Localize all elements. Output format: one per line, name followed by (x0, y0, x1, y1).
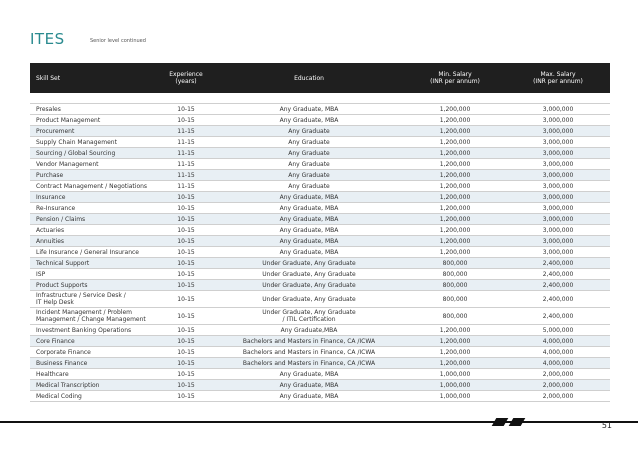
education-cell: Any Graduate, MBA (214, 380, 404, 391)
skill-cell: Re-Insurance (30, 203, 158, 214)
table-row (30, 358, 610, 369)
education-cell: Any Graduate, MBA (214, 225, 404, 236)
min-salary-cell: 1,200,000 (404, 214, 506, 225)
table-row (30, 126, 610, 137)
experience-cell: 10-15 (158, 225, 214, 236)
footer-slash-decoration (492, 418, 509, 426)
skill-cell: Medical Coding (30, 391, 158, 402)
col-header-min-salary: Min. Salary (INR per annum) (404, 63, 506, 93)
skill-cell: Sourcing / Global Sourcing (30, 148, 158, 159)
experience-cell: 10-15 (158, 247, 214, 258)
max-salary-cell: 4,000,000 (506, 336, 610, 347)
education-cell: Any Graduate, MBA (214, 214, 404, 225)
skill-cell: Investment Banking Operations (30, 325, 158, 336)
experience-cell: 10-15 (158, 269, 214, 280)
skill-cell: Technical Support (30, 258, 158, 269)
min-salary-cell: 1,200,000 (404, 181, 506, 192)
skill-cell: Presales (30, 104, 158, 115)
max-salary-cell: 5,000,000 (506, 325, 610, 336)
education-cell: Any Graduate, MBA (214, 236, 404, 247)
skill-cell: Core Finance (30, 336, 158, 347)
education-cell: Bachelors and Masters in Finance, CA /ICWA (214, 358, 404, 369)
min-salary-cell: 1,200,000 (404, 225, 506, 236)
experience-cell: 11-15 (158, 181, 214, 192)
experience-cell: 10-15 (158, 291, 214, 308)
min-salary-cell: 1,200,000 (404, 137, 506, 148)
skill-cell: Insurance (30, 192, 158, 203)
education-cell: Under Graduate, Any Graduate (214, 291, 404, 308)
min-salary-cell: 1,200,000 (404, 347, 506, 358)
min-salary-cell: 800,000 (404, 269, 506, 280)
max-salary-cell: 2,000,000 (506, 380, 610, 391)
table-body (30, 93, 610, 402)
salary-table (30, 63, 610, 402)
table-row (30, 391, 610, 402)
max-salary-cell: 3,000,000 (506, 214, 610, 225)
skill-cell: Annuities (30, 236, 158, 247)
min-salary-cell: 800,000 (404, 308, 506, 325)
table-row (30, 104, 610, 115)
table-row (30, 308, 610, 325)
experience-cell: 10-15 (158, 203, 214, 214)
table-row (30, 181, 610, 192)
education-cell: Any Graduate (214, 148, 404, 159)
table-row (30, 336, 610, 347)
min-salary-cell: 1,200,000 (404, 104, 506, 115)
table-row (30, 280, 610, 291)
education-cell: Bachelors and Masters in Finance, CA /ICWA (214, 336, 404, 347)
max-salary-cell: 3,000,000 (506, 181, 610, 192)
education-cell: Any Graduate (214, 126, 404, 137)
skill-cell: Purchase (30, 170, 158, 181)
min-salary-cell: 1,200,000 (404, 247, 506, 258)
experience-cell: 10-15 (158, 258, 214, 269)
experience-cell: 10-15 (158, 214, 214, 225)
max-salary-cell: 2,400,000 (506, 258, 610, 269)
table-spacer-row (30, 93, 610, 104)
experience-cell: 10-15 (158, 325, 214, 336)
education-cell: Any Graduate, MBA (214, 192, 404, 203)
table-row (30, 291, 610, 308)
page-subtitle: Senior level continued (90, 38, 146, 44)
min-salary-cell: 1,000,000 (404, 380, 506, 391)
min-salary-cell: 1,200,000 (404, 325, 506, 336)
min-salary-cell: 1,200,000 (404, 148, 506, 159)
skill-cell: Medical Transcription (30, 380, 158, 391)
table-row (30, 269, 610, 280)
min-salary-cell: 1,200,000 (404, 336, 506, 347)
footer-rule (0, 421, 638, 423)
table-row (30, 214, 610, 225)
table-row (30, 369, 610, 380)
table-row (30, 225, 610, 236)
table-row (30, 203, 610, 214)
skill-cell: Pension / Claims (30, 214, 158, 225)
table-row (30, 115, 610, 126)
education-cell: Under Graduate, Any Graduate (214, 280, 404, 291)
experience-cell: 10-15 (158, 358, 214, 369)
min-salary-cell: 1,200,000 (404, 159, 506, 170)
table-row (30, 347, 610, 358)
table-row (30, 247, 610, 258)
max-salary-cell: 2,400,000 (506, 280, 610, 291)
education-cell: Bachelors and Masters in Finance, CA /ICWA (214, 347, 404, 358)
min-salary-cell: 800,000 (404, 258, 506, 269)
max-salary-cell: 3,000,000 (506, 104, 610, 115)
experience-cell: 10-15 (158, 104, 214, 115)
experience-cell: 11-15 (158, 159, 214, 170)
max-salary-cell: 2,400,000 (506, 269, 610, 280)
experience-cell: 11-15 (158, 170, 214, 181)
max-salary-cell: 3,000,000 (506, 192, 610, 203)
table-row (30, 192, 610, 203)
min-salary-cell: 800,000 (404, 291, 506, 308)
skill-cell: Product Management (30, 115, 158, 126)
min-salary-cell: 1,200,000 (404, 236, 506, 247)
skill-cell: Incident Management / Problem Management / Change Management (30, 308, 158, 325)
experience-cell: 10-15 (158, 236, 214, 247)
education-cell: Any Graduate, MBA (214, 115, 404, 126)
max-salary-cell: 4,000,000 (506, 347, 610, 358)
experience-cell: 11-15 (158, 148, 214, 159)
education-cell: Any Graduate,MBA (214, 325, 404, 336)
page-title: ITES (30, 30, 65, 48)
max-salary-cell: 2,000,000 (506, 391, 610, 402)
max-salary-cell: 3,000,000 (506, 247, 610, 258)
table-row (30, 236, 610, 247)
table-row (30, 170, 610, 181)
col-header-education: Education (214, 63, 404, 93)
skill-cell: Business Finance (30, 358, 158, 369)
table-row (30, 325, 610, 336)
min-salary-cell: 1,200,000 (404, 203, 506, 214)
max-salary-cell: 4,000,000 (506, 358, 610, 369)
education-cell: Any Graduate, MBA (214, 369, 404, 380)
max-salary-cell: 3,000,000 (506, 236, 610, 247)
min-salary-cell: 800,000 (404, 280, 506, 291)
col-header-skill-set: Skill Set (30, 63, 158, 93)
experience-cell: 10-15 (158, 347, 214, 358)
skill-cell: Actuaries (30, 225, 158, 236)
skill-cell: Supply Chain Management (30, 137, 158, 148)
education-cell: Under Graduate, Any Graduate (214, 258, 404, 269)
education-cell: Any Graduate, MBA (214, 203, 404, 214)
education-cell: Under Graduate, Any Graduate / ITIL Certification (214, 308, 404, 325)
skill-cell: Procurement (30, 126, 158, 137)
education-cell: Any Graduate, MBA (214, 104, 404, 115)
experience-cell: 10-15 (158, 308, 214, 325)
max-salary-cell: 2,400,000 (506, 308, 610, 325)
max-salary-cell: 3,000,000 (506, 159, 610, 170)
experience-cell: 11-15 (158, 126, 214, 137)
min-salary-cell: 1,200,000 (404, 170, 506, 181)
max-salary-cell: 3,000,000 (506, 126, 610, 137)
footer-slash-decoration (509, 418, 526, 426)
education-cell: Under Graduate, Any Graduate (214, 269, 404, 280)
table-row (30, 148, 610, 159)
experience-cell: 10-15 (158, 280, 214, 291)
education-cell: Any Graduate (214, 159, 404, 170)
col-header-max-salary: Max. Salary (INR per annum) (506, 63, 610, 93)
min-salary-cell: 1,200,000 (404, 192, 506, 203)
skill-cell: Infrastructure / Service Desk / IT Help Desk (30, 291, 158, 308)
max-salary-cell: 3,000,000 (506, 203, 610, 214)
table-header (30, 63, 610, 93)
table-row (30, 380, 610, 391)
skill-cell: Product Supports (30, 280, 158, 291)
skill-cell: Contract Management / Negotiations (30, 181, 158, 192)
experience-cell: 10-15 (158, 380, 214, 391)
table-row (30, 137, 610, 148)
min-salary-cell: 1,200,000 (404, 115, 506, 126)
table-row (30, 159, 610, 170)
max-salary-cell: 3,000,000 (506, 225, 610, 236)
col-header-experience: Experience (years) (158, 63, 214, 93)
education-cell: Any Graduate (214, 181, 404, 192)
table-row (30, 258, 610, 269)
experience-cell: 10-15 (158, 369, 214, 380)
experience-cell: 11-15 (158, 137, 214, 148)
experience-cell: 10-15 (158, 115, 214, 126)
min-salary-cell: 1,000,000 (404, 369, 506, 380)
max-salary-cell: 2,400,000 (506, 291, 610, 308)
education-cell: Any Graduate, MBA (214, 391, 404, 402)
max-salary-cell: 3,000,000 (506, 115, 610, 126)
max-salary-cell: 2,000,000 (506, 369, 610, 380)
skill-cell: Life Insurance / General Insurance (30, 247, 158, 258)
min-salary-cell: 1,200,000 (404, 358, 506, 369)
max-salary-cell: 3,000,000 (506, 148, 610, 159)
education-cell: Any Graduate (214, 170, 404, 181)
page-number: 51 (601, 421, 612, 430)
skill-cell: Vendor Management (30, 159, 158, 170)
min-salary-cell: 1,200,000 (404, 126, 506, 137)
education-cell: Any Graduate, MBA (214, 247, 404, 258)
experience-cell: 10-15 (158, 391, 214, 402)
max-salary-cell: 3,000,000 (506, 137, 610, 148)
experience-cell: 10-15 (158, 336, 214, 347)
experience-cell: 10-15 (158, 192, 214, 203)
skill-cell: ISP (30, 269, 158, 280)
skill-cell: Healthcare (30, 369, 158, 380)
education-cell: Any Graduate (214, 137, 404, 148)
max-salary-cell: 3,000,000 (506, 170, 610, 181)
skill-cell: Corporate Finance (30, 347, 158, 358)
min-salary-cell: 1,000,000 (404, 391, 506, 402)
